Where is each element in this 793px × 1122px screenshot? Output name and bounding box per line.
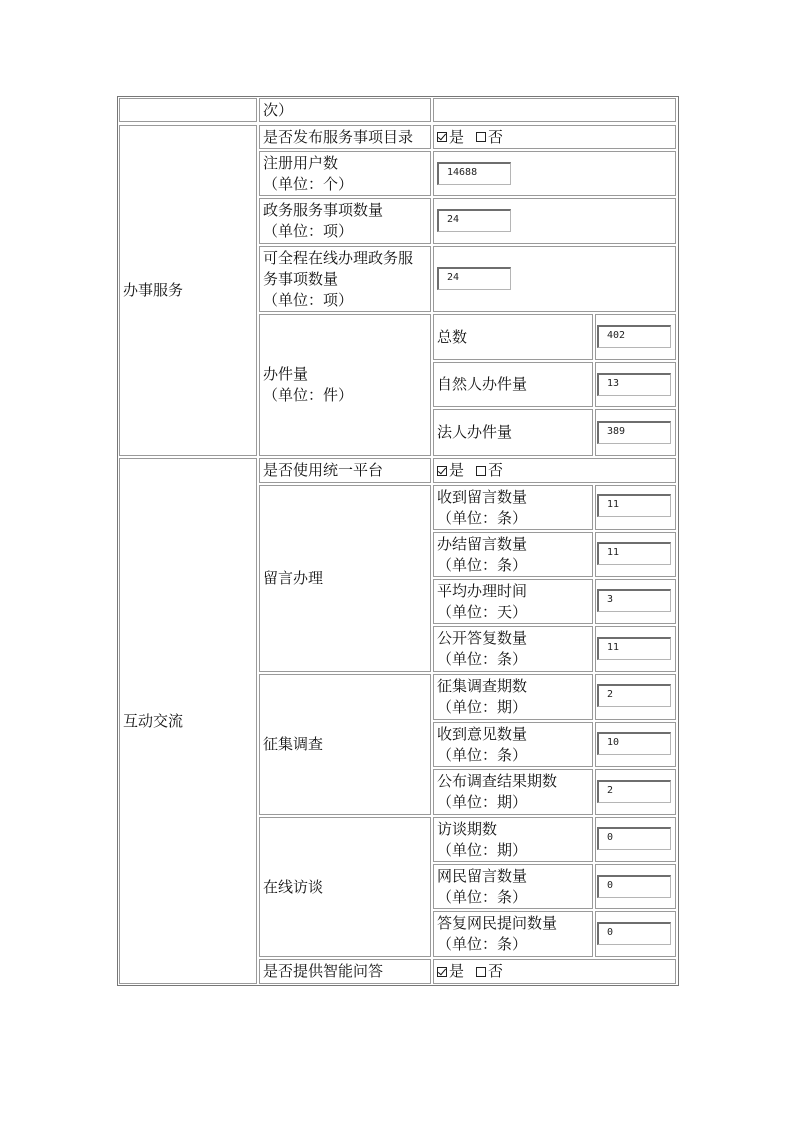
messages-closed-label: 办结留言数量 [437,534,528,553]
catalog-value-cell [433,125,676,149]
volume-natural-input[interactable]: 13 [597,373,671,396]
qa-value-cell [433,959,676,984]
messages-time-unit: （单位：天） [437,602,528,621]
volume-natural-label-cell [433,362,593,407]
volume-total-label-cell [433,314,593,360]
qa-yes-label: 是 [449,962,465,980]
survey-opinions-unit: （单位：条） [437,745,528,764]
interview-messages-input[interactable]: 0 [597,875,671,898]
survey-label-cell [259,674,431,815]
volume-label-cell [259,314,431,456]
volume-total-input[interactable]: 402 [597,325,671,348]
qa-yes-checkbox[interactable] [437,967,447,977]
platform-yes-label: 是 [449,461,465,479]
interview-messages-label-cell [433,864,593,909]
volume-unit: （单位：件） [263,386,354,404]
messages-public-label: 公开答复数量 [437,629,528,647]
qa-label: 是否提供智能问答 [263,962,384,980]
survey-periods-input[interactable]: 2 [597,684,671,707]
section-service [119,125,257,456]
survey-periods-label: 征集调查期数 [437,677,528,695]
catalog-yes-checkbox[interactable] [437,132,447,142]
section-interaction [119,458,257,984]
volume-legal-label: 法人办件量 [437,423,513,441]
survey-label: 征集调查 [263,735,324,753]
items-unit: （单位：项） [263,222,354,240]
messages-time-label-cell [433,579,593,624]
survey-periods-label-cell [433,674,593,720]
section-interaction-label: 互动交流 [123,711,184,730]
qa-no-label: 否 [488,962,504,980]
messages-received-input[interactable]: 11 [597,494,671,517]
catalog-no-checkbox[interactable] [476,132,486,142]
interview-messages-unit: （单位：条） [437,887,528,906]
messages-public-label-cell [433,626,593,672]
messages-received-label: 收到留言数量 [437,487,528,506]
messages-public-unit: （单位：条） [437,650,528,668]
platform-label: 是否使用统一平台 [263,461,384,479]
catalog-label: 是否发布服务事项目录 [263,127,414,146]
messages-public-input[interactable]: 11 [597,637,671,660]
messages-label: 留言办理 [263,569,324,587]
top-row-label-cell [259,98,431,122]
messages-closed-label-cell [433,532,593,577]
qa-no-checkbox[interactable] [476,967,486,977]
volume-legal-label-cell [433,409,593,456]
interview-periods-unit: （单位：期） [437,840,528,859]
survey-results-unit: （单位：期） [437,793,528,811]
platform-value-cell [433,458,676,483]
interview-replies-label-cell [433,911,593,957]
items-input[interactable]: 24 [437,209,511,232]
volume-total-label: 总数 [437,327,468,346]
online-unit: （单位：项） [263,290,354,309]
items-label-cell [259,198,431,244]
messages-received-unit: （单位：条） [437,508,528,527]
interview-periods-label: 访谈期数 [437,819,498,838]
platform-label-cell [259,458,431,483]
survey-opinions-input[interactable]: 10 [597,732,671,755]
users-label-cell [259,151,431,196]
messages-closed-input[interactable]: 11 [597,542,671,565]
volume-legal-input[interactable]: 389 [597,421,671,444]
survey-opinions-label: 收到意见数量 [437,724,528,743]
interview-label-cell [259,817,431,957]
section-service-label: 办事服务 [123,281,184,299]
messages-time-input[interactable]: 3 [597,589,671,612]
messages-label-cell [259,485,431,672]
platform-no-label: 否 [488,461,504,479]
interview-periods-input[interactable]: 0 [597,827,671,850]
items-label: 政务服务事项数量 [263,201,384,219]
online-input[interactable]: 24 [437,267,511,290]
volume-label: 办件量 [263,365,309,383]
qa-label-cell [259,959,431,984]
volume-natural-label: 自然人办件量 [437,375,528,393]
platform-yes-checkbox[interactable] [437,466,447,476]
platform-no-checkbox[interactable] [476,466,486,476]
messages-time-label: 平均办理时间 [437,581,528,600]
top-row-section-cell [119,98,257,122]
survey-results-label-cell [433,769,593,815]
top-row-value-cell [433,98,676,122]
interview-periods-label-cell [433,817,593,862]
users-label: 注册用户数 [263,153,339,172]
online-label-line1: 可全程在线办理政务服 [263,248,414,267]
users-unit: （单位：个） [263,174,354,193]
survey-opinions-label-cell [433,722,593,767]
interview-replies-label: 答复网民提问数量 [437,914,558,932]
top-row-label-tail: 次） [263,100,294,119]
interview-label: 在线访谈 [263,877,324,896]
catalog-yes-label: 是 [449,127,465,146]
interview-replies-unit: （单位：条） [437,935,528,953]
catalog-no-label: 否 [488,127,504,146]
interview-replies-input[interactable]: 0 [597,922,671,945]
survey-periods-unit: （单位：期） [437,698,528,716]
messages-received-label-cell [433,485,593,530]
messages-closed-unit: （单位：条） [437,555,528,574]
online-label-line2: 务事项数量 [263,269,339,288]
online-label-cell [259,246,431,312]
survey-results-label: 公布调查结果期数 [437,772,558,790]
interview-messages-label: 网民留言数量 [437,866,528,885]
survey-results-input[interactable]: 2 [597,780,671,803]
users-input[interactable]: 14688 [437,162,511,185]
catalog-label-cell [259,125,431,149]
